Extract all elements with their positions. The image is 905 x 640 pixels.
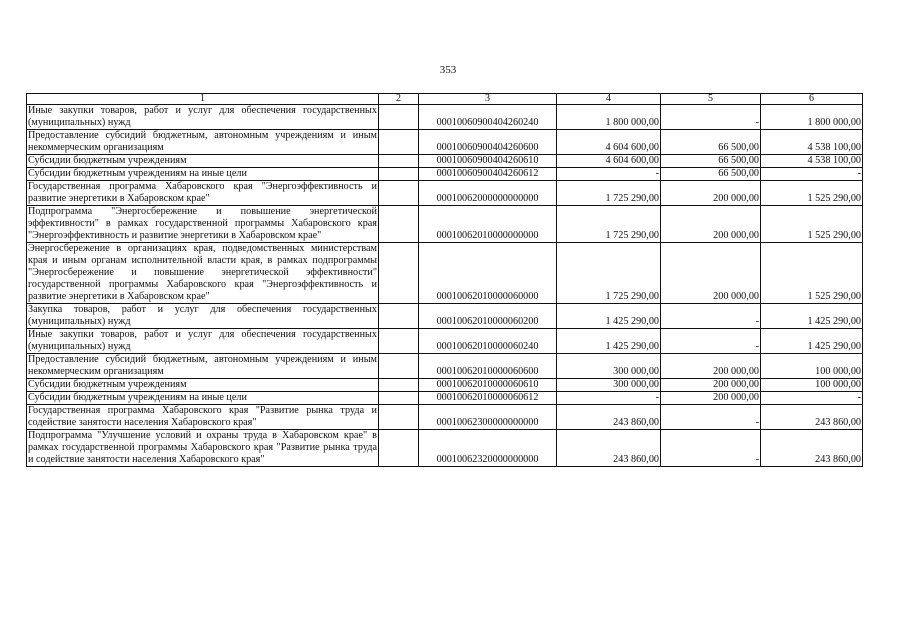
row-amount-col6: 1 800 000,00 <box>761 105 863 130</box>
row-amount-col4: 4 604 600,00 <box>557 130 661 155</box>
table-row <box>27 329 863 354</box>
row-amount-col6: 4 538 100,00 <box>761 155 863 168</box>
column-header: 3 <box>419 94 557 105</box>
row-amount-col6: 243 860,00 <box>761 430 863 467</box>
row-col2 <box>379 168 419 181</box>
row-code: 00010062010000060610 <box>419 379 557 392</box>
row-amount-col4: 1 425 290,00 <box>557 329 661 354</box>
row-code: 00010060900404260612 <box>419 168 557 181</box>
row-amount-col5: 200 000,00 <box>661 379 761 392</box>
row-amount-col4: - <box>557 168 661 181</box>
row-col2 <box>379 430 419 467</box>
row-amount-col5: 200 000,00 <box>661 181 761 206</box>
row-name: Субсидии бюджетным учреждениям на иные цели <box>27 392 379 405</box>
table-row <box>27 155 863 168</box>
row-amount-col5: 200 000,00 <box>661 354 761 379</box>
row-col2 <box>379 354 419 379</box>
row-amount-col4: 243 860,00 <box>557 430 661 467</box>
row-amount-col5: - <box>661 430 761 467</box>
row-name: Субсидии бюджетным учреждениям на иные цели <box>27 168 379 181</box>
table-row <box>27 405 863 430</box>
row-amount-col6: 1 525 290,00 <box>761 206 863 243</box>
row-amount-col5: 66 500,00 <box>661 155 761 168</box>
row-amount-col6: 1 525 290,00 <box>761 181 863 206</box>
row-name: Иные закупки товаров, работ и услуг для обеспечения государственных (муниципальных) нужд <box>28 105 377 128</box>
row-amount-col6: 1 425 290,00 <box>761 304 863 329</box>
row-amount-col5: 66 500,00 <box>661 168 761 181</box>
row-name: Государственная программа Хабаровского края "Развитие рынка труда и содействие занятости населения Хабаровского края" <box>28 405 377 428</box>
row-amount-col6: 100 000,00 <box>761 354 863 379</box>
row-amount-col4: 1 725 290,00 <box>557 206 661 243</box>
row-amount-col4: 1 425 290,00 <box>557 304 661 329</box>
row-amount-col5: - <box>661 105 761 130</box>
row-amount-col5: - <box>661 304 761 329</box>
row-col2 <box>379 181 419 206</box>
table-row <box>27 304 863 329</box>
row-amount-col5: 200 000,00 <box>661 243 761 304</box>
row-amount-col5: 66 500,00 <box>661 130 761 155</box>
row-amount-col6: 4 538 100,00 <box>761 130 863 155</box>
budget-table <box>26 93 863 467</box>
table-row <box>27 379 863 392</box>
row-col2 <box>379 105 419 130</box>
row-amount-col6: 1 525 290,00 <box>761 243 863 304</box>
row-code: 00010060900404260240 <box>419 105 557 130</box>
row-col2 <box>379 206 419 243</box>
row-name: Предоставление субсидий бюджетным, автономным учреждениям и иным некоммерческим организациям <box>28 130 377 153</box>
column-header: 6 <box>761 94 863 105</box>
row-col2 <box>379 379 419 392</box>
row-col2 <box>379 155 419 168</box>
row-name: Подпрограмма "Улучшение условий и охраны труда в Хабаровском крае" в рамках государственной программы Хабаровского края "Развитие рынка труда и содействие занятости населения Хабаровского края" <box>28 430 377 465</box>
row-amount-col4: 300 000,00 <box>557 379 661 392</box>
page-number: 353 <box>439 64 457 76</box>
table-row <box>27 105 863 130</box>
row-code: 00010062010000060000 <box>419 243 557 304</box>
table-row <box>27 354 863 379</box>
table-row <box>27 392 863 405</box>
column-header: 2 <box>379 94 419 105</box>
row-amount-col4: 1 725 290,00 <box>557 181 661 206</box>
table-row <box>27 430 863 467</box>
row-col2 <box>379 130 419 155</box>
row-amount-col5: - <box>661 405 761 430</box>
row-amount-col6: 100 000,00 <box>761 379 863 392</box>
table-row <box>27 243 863 304</box>
row-name: Энергосбережение в организациях края, подведомственных министерствам края и иным органам исполнительной власти края, в рамках подпрограммы "Энергосбережение и повышение энергетической эффективности" государственной программы Хабаровского края "Энергоэффективность и развитие энергетики в Хабаровском крае" <box>28 243 377 302</box>
row-name: Субсидии бюджетным учреждениям <box>27 155 379 168</box>
row-col2 <box>379 392 419 405</box>
row-name: Закупка товаров, работ и услуг для обеспечения государственных (муниципальных) нужд <box>28 304 377 327</box>
row-amount-col4: 4 604 600,00 <box>557 155 661 168</box>
row-name: Подпрограмма "Энергосбережение и повышение энергетической эффективности" в рамках государственной программы Хабаровского края "Энергоэффективность и развитие энергетики в Хабаровском крае" <box>28 206 377 241</box>
row-amount-col4: 243 860,00 <box>557 405 661 430</box>
table-row <box>27 130 863 155</box>
row-code: 00010062010000060612 <box>419 392 557 405</box>
row-amount-col6: - <box>761 392 863 405</box>
row-code: 00010062010000060200 <box>419 304 557 329</box>
row-amount-col6: 243 860,00 <box>761 405 863 430</box>
row-code: 00010062010000060240 <box>419 329 557 354</box>
column-header: 5 <box>661 94 761 105</box>
row-col2 <box>379 405 419 430</box>
row-code: 00010060900404260610 <box>419 155 557 168</box>
row-amount-col4: 1 800 000,00 <box>557 105 661 130</box>
row-col2 <box>379 329 419 354</box>
row-amount-col6: - <box>761 168 863 181</box>
row-amount-col5: - <box>661 329 761 354</box>
row-amount-col6: 1 425 290,00 <box>761 329 863 354</box>
column-header: 1 <box>27 94 379 105</box>
row-amount-col4: 1 725 290,00 <box>557 243 661 304</box>
row-code: 00010060900404260600 <box>419 130 557 155</box>
row-name: Предоставление субсидий бюджетным, автономным учреждениям и иным некоммерческим организациям <box>28 354 377 377</box>
row-code: 00010062010000060600 <box>419 354 557 379</box>
table-row <box>27 206 863 243</box>
row-code: 00010062320000000000 <box>419 430 557 467</box>
column-header: 4 <box>557 94 661 105</box>
row-name: Государственная программа Хабаровского края "Энергоэффективность и развитие энергетики в Хабаровском крае" <box>28 181 377 204</box>
row-name: Субсидии бюджетным учреждениям <box>27 379 379 392</box>
row-amount-col4: 300 000,00 <box>557 354 661 379</box>
row-name: Иные закупки товаров, работ и услуг для обеспечения государственных (муниципальных) нужд <box>28 329 377 352</box>
table-row <box>27 168 863 181</box>
row-amount-col5: 200 000,00 <box>661 392 761 405</box>
row-amount-col5: 200 000,00 <box>661 206 761 243</box>
row-amount-col4: - <box>557 392 661 405</box>
row-col2 <box>379 243 419 304</box>
row-code: 00010062300000000000 <box>419 405 557 430</box>
row-code: 00010062010000000000 <box>419 206 557 243</box>
row-col2 <box>379 304 419 329</box>
table-row <box>27 181 863 206</box>
row-code: 00010062000000000000 <box>419 181 557 206</box>
table-header-row <box>27 94 863 105</box>
